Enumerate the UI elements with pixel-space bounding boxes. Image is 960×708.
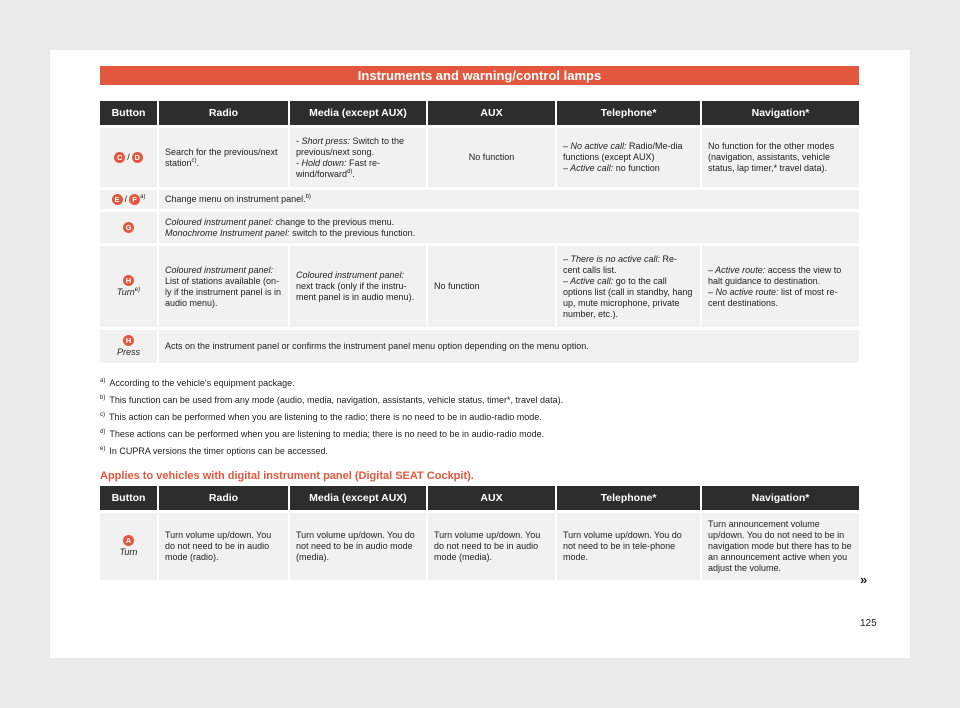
footnote-text: According to the vehicle's equipment package. — [109, 378, 295, 388]
button-cell — [100, 211, 158, 245]
table-row — [100, 329, 859, 363]
aux-cell: Turn volume up/down. You do not need to be in audio mode (media). — [427, 512, 556, 580]
telephone-cell — [556, 245, 701, 329]
button-action-label: Turn — [119, 546, 138, 557]
cell-em: - Short press: — [296, 135, 351, 146]
cell-text: switch to the previous function. — [289, 227, 416, 238]
cell-text: Radio/Me-dia functions (except AUX) — [563, 141, 683, 162]
table-row — [100, 211, 859, 245]
cell-text: Re-cent calls list. — [563, 253, 678, 275]
button-a-badge: A — [123, 535, 134, 546]
aux-cell: No function — [427, 127, 556, 189]
footnote-text: In CUPRA versions the timer options can be accessed. — [109, 446, 328, 456]
telephone-cell: Turn volume up/down. You do not need to be in tele-phone mode. — [556, 512, 701, 580]
continue-arrow-icon: » — [860, 572, 868, 587]
button-d-badge: D — [132, 152, 143, 163]
button-c-badge: C — [114, 152, 125, 163]
cell-em: Coloured instrument panel: — [165, 216, 274, 227]
cell-em: – Active route: — [708, 264, 766, 275]
table-row — [100, 245, 859, 329]
col-header-media: Media (except AUX) — [289, 101, 427, 127]
cell-em: – Active call: — [563, 163, 614, 173]
col-header-media: Media (except AUX) — [289, 486, 427, 512]
section-subheading: Applies to vehicles with digital instrument panel (Digital SEAT Cockpit). — [100, 470, 474, 482]
cell-em: – No active route: — [708, 286, 779, 297]
table-header-row — [100, 486, 859, 512]
media-cell: Turn volume up/down. You do not need to be in audio mode (media). — [289, 512, 427, 580]
footnote — [100, 412, 859, 422]
merged-cell — [158, 189, 859, 211]
cell-text: Switch to the previous/next song. — [296, 135, 405, 157]
button-functions-table — [100, 101, 859, 363]
navigation-cell: No function for the other modes (navigation, assistants, vehicle status, lap timer,* travel data). — [701, 127, 859, 189]
button-g-badge: G — [123, 222, 134, 233]
table-row — [100, 512, 859, 580]
navigation-cell: Turn announcement volume up/down. You do not need to be in navigation mode but there has to be an announcement active when you adjust the volume. — [701, 512, 859, 580]
col-header-telephone: Telephone* — [556, 101, 701, 127]
media-cell — [289, 245, 427, 329]
button-cell — [100, 329, 158, 363]
footnote-text: This function can be used from any mode (audio, media, navigation, assistants, vehicle status, timer*, travel data). — [109, 395, 564, 405]
cell-text: Fast re-wind/forward — [296, 157, 381, 179]
separator: / — [124, 194, 128, 204]
col-header-telephone: Telephone* — [556, 486, 701, 512]
button-cell — [100, 127, 158, 189]
footnote-label: d) — [100, 429, 106, 435]
cell-em: – There is no active call: — [563, 253, 661, 264]
button-cell — [100, 189, 158, 211]
cell-em: Coloured instrument panel: — [296, 270, 405, 281]
navigation-cell — [701, 245, 859, 329]
button-cell — [100, 512, 158, 580]
button-cell — [100, 245, 158, 329]
merged-cell — [158, 211, 859, 245]
cell-text: Search for the previous/next station — [165, 146, 278, 168]
cell-text: next track (only if the instru-ment panel is in audio menu). — [296, 281, 415, 303]
button-action-label: Turn — [116, 287, 135, 298]
radio-cell — [158, 245, 289, 329]
cell-em: – No active call: — [563, 141, 627, 151]
button-action-label: Press — [116, 346, 140, 357]
table-row — [100, 127, 859, 189]
cell-em: Monochrome Instrument panel: — [165, 227, 290, 238]
footnote-ref: d) — [347, 168, 353, 175]
footnote-text: This action can be performed when you are listening to the radio; there is no need to be in audio-radio mode. — [109, 412, 542, 422]
footnote — [100, 446, 859, 456]
section-title-banner: Instruments and warning/control lamps — [100, 66, 859, 85]
button-f-badge: F — [129, 194, 140, 205]
cell-text: list of most re-cent destinations. — [708, 286, 838, 308]
button-h-badge: H — [123, 275, 134, 286]
footnote — [100, 395, 859, 405]
cell-text: change to the previous menu. — [273, 216, 395, 227]
aux-cell: No function — [427, 245, 556, 329]
col-header-navigation: Navigation* — [701, 486, 859, 512]
cell-text: . — [352, 168, 355, 179]
cell-text: no function — [613, 163, 660, 173]
footnote-label: c) — [100, 412, 105, 418]
cell-text: access the view to halt guidance to destination. — [708, 264, 842, 286]
radio-cell: Turn volume up/down. You do not need to be in audio mode (radio). — [158, 512, 289, 580]
footnote-ref: a) — [140, 194, 146, 200]
col-header-button: Button — [100, 101, 158, 127]
merged-cell: Acts on the instrument panel or confirms the instrument panel menu option depending on the menu option. — [158, 329, 859, 363]
cell-text: Change menu on instrument panel. — [165, 194, 306, 205]
radio-cell — [158, 127, 289, 189]
col-header-button: Button — [100, 486, 158, 512]
button-e-badge: E — [112, 194, 123, 205]
table-header-row — [100, 101, 859, 127]
separator: / — [127, 151, 130, 162]
cell-em: - Hold down: — [296, 157, 347, 168]
table-row — [100, 189, 859, 211]
button-h-badge: H — [123, 335, 134, 346]
col-header-radio: Radio — [158, 101, 289, 127]
col-header-aux: AUX — [427, 486, 556, 512]
cell-text: . — [196, 157, 200, 168]
telephone-cell — [556, 127, 701, 189]
cell-em: – Active call: — [563, 275, 614, 286]
footnote-text: These actions can be performed when you are listening to media; there is no need to be in audio-radio mode. — [109, 429, 545, 439]
cell-em: Coloured instrument panel: — [165, 264, 274, 275]
footnote — [100, 378, 859, 388]
col-header-radio: Radio — [158, 486, 289, 512]
manual-page — [50, 50, 910, 658]
cell-text: List of stations available (on-ly if the instrument panel is in audio menu). — [165, 275, 282, 308]
footnote-label: a) — [100, 378, 106, 384]
footnote — [100, 429, 859, 439]
volume-functions-table — [100, 486, 859, 580]
col-header-aux: AUX — [427, 101, 556, 127]
page-number: 125 — [860, 618, 877, 629]
footnote-ref: e) — [134, 287, 141, 294]
footnote-ref: b) — [305, 194, 311, 201]
footnote-label: e) — [100, 446, 106, 452]
footnote-ref: c) — [191, 157, 197, 164]
media-cell — [289, 127, 427, 189]
cell-text: go to the call options list (call in standby, hang up, mute microphone, private number, etc.). — [563, 275, 693, 319]
footnote-label: b) — [100, 395, 106, 401]
col-header-navigation: Navigation* — [701, 101, 859, 127]
